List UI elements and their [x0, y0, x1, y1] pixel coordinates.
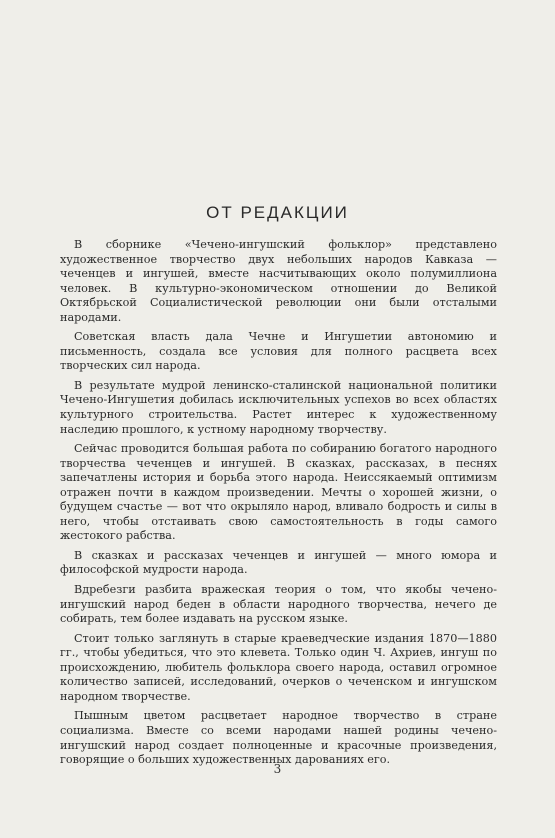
- paragraph: В сказках и рассказах чеченцев и ингушей — много юмора и философской мудрости народа.: [60, 548, 497, 577]
- paragraph: В результате мудрой ленинско-сталинской национальной политики Чечено-Ингушетия добилась исключительных успехов во всех областях культурного строительства. Растет интерес к художественному наследию прошлого, к устному народному творчеству.: [60, 378, 497, 436]
- page-title: ОТ РЕДАКЦИИ: [206, 203, 349, 222]
- paragraph: Стоит только заглянуть в старые краеведческие издания 1870—1880 гг., чтобы убедиться, что это клевета. Только один Ч. Ахриев, ингуш по происхождению, любитель фольклора своего народа, оставил огромное количество записей, исследований, очерков о чеченском и ингушском народном творчестве.: [60, 631, 497, 703]
- paragraph: Вдребезги разбита вражеская теория о том, что якобы чечено-ингушский народ беден в области народного творчества, нечего де собирать, тем более издавать на русском языке.: [60, 583, 497, 626]
- body-text: [60, 238, 497, 773]
- paragraph: В сборнике «Чечено-ингушский фольклор» представлено художественное творчество двух небольших народов Кавказа — чеченцев и ингушей, вместе насчитывающих около полумиллиона человек. В культурно-экономическом отношении до Великой Октябрьской Социалистической революции они были отсталыми народами.: [60, 238, 497, 324]
- page-number: 3: [273, 762, 282, 776]
- paragraph: Пышным цветом расцветает народное творчество в стране социализма. Вместе со всеми народами нашей родины чечено-ингушский народ создает полноценные и красочные произведения, говорящие о больших художественных дарованиях его.: [60, 709, 497, 767]
- paragraph: Сейчас проводится большая работа по собиранию богатого народного творчества чеченцев и ингушей. В сказках, рассказах, в песнях запечатлены история и борьба этого народа. Неиссякаемый оптимизм отражен почти в каждом произведении. Мечты о хорошей жизни, о будущем счастье — вот что окрыляло народ, вливало бодрость и силы в него, чтобы отстаивать свою самостоятельность в годы самого жестокого рабства.: [60, 442, 497, 543]
- paragraph: Советская власть дала Чечне и Ингушетии автономию и письменность, создала все условия для полного расцвета всех творческих сил народа.: [60, 330, 497, 373]
